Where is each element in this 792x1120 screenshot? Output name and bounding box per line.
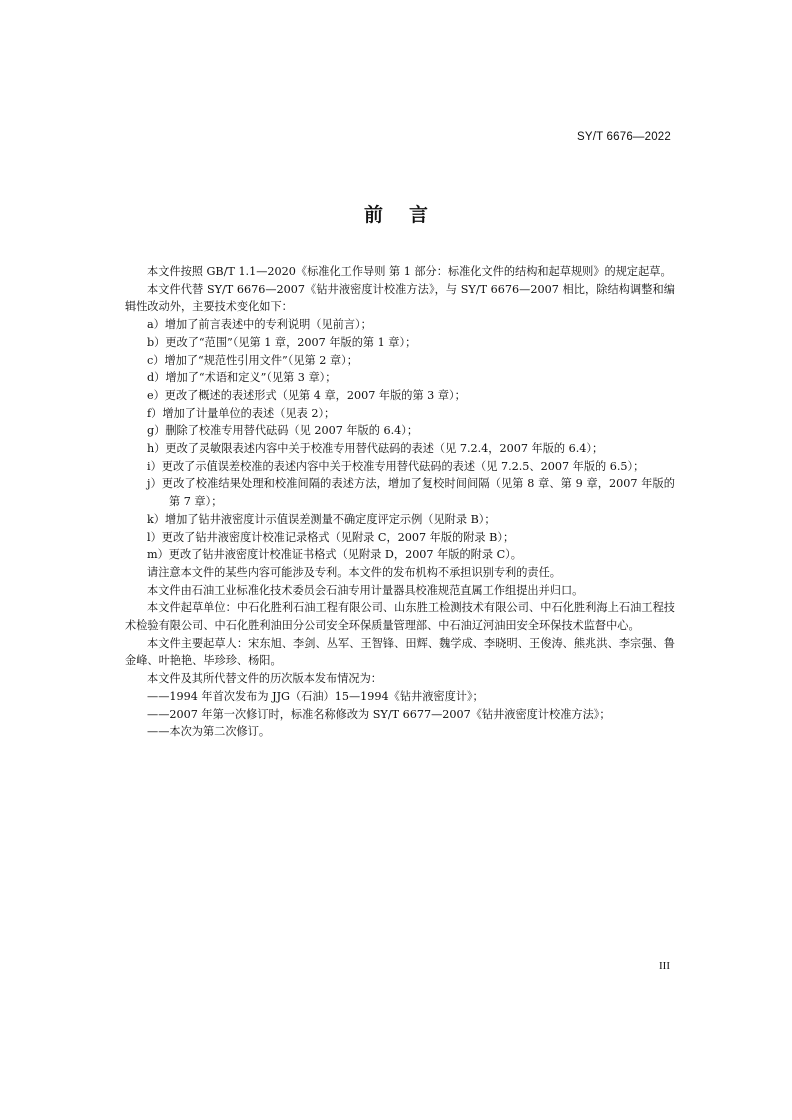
change-item-i: i）更改了示值误差校准的表述内容中关于校准专用替代砝码的表述（见 7.2.5、2007 年版的 6.5）； (147, 459, 645, 473)
change-item-f: f）增加了计量单位的表述（见表 2）； (147, 406, 336, 420)
history-item-current: ——本次为第二次修订。 (147, 725, 271, 739)
proposer-paragraph: 本文件由石油工业标准化技术委员会石油专用计量器具校准规范直属工作组提出并归口。 (147, 583, 584, 597)
page-title: 前言 (363, 204, 454, 226)
change-item-h: h）更改了灵敏限表述内容中关于校准专用替代砝码的表述（见 7.2.4，2007 年版的 6.4）； (147, 442, 604, 456)
change-item-g: g）删除了校准专用替代砝码（见 2007 年版的 6.4）； (147, 424, 419, 438)
change-item-m: m）更改了钻井液密度计校准证书格式（见附录 D，2007 年版的附录 C）。 (147, 548, 522, 562)
intro-paragraph-1: 本文件按照 GB/T 1.1—2020《标准化工作导则 第 1 部分：标准化文件的结构和起草规则》的规定起草。 (147, 265, 672, 278)
change-item-l: l）更改了钻井液密度计校准记录格式（见附录 C，2007 年版的附录 B）； (147, 530, 515, 544)
change-item-c: c）增加了“规范性引用文件”（见第 2 章）； (147, 353, 358, 367)
drafters-paragraph: 本文件主要起草人：宋东旭、李剑、丛军、王智锋、田辉、魏学成、李晓明、王俊涛、熊兆洪、李宗强、鲁金峰、叶艳艳、毕珍珍、杨阳。 (125, 636, 675, 668)
change-item-d: d）增加了“术语和定义”（见第 3 章）； (147, 371, 337, 385)
change-item-b: b）更改了“范围”（见第 1 章，2007 年版的第 1 章）； (147, 335, 417, 349)
change-item-a: a）增加了前言表述中的专利说明（见前言）； (147, 318, 372, 332)
history-item-1994: ——1994 年首次发布为 JJG（石油）15—1994《钻井液密度计》； (147, 689, 484, 703)
change-item-e: e）更改了概述的表述形式（见第 4 章，2007 年版的第 3 章）； (147, 388, 466, 402)
change-item-j: j）更改了校准结果处理和校准间隔的表述方法，增加了复校时间间隔（见第 8 章、第 9 章，2007 年版的第 7 章）； (147, 477, 675, 509)
foreword-body (125, 263, 675, 741)
intro-paragraph-2: 本文件代替 SY/T 6676—2007《钻井液密度计校准方法》，与 SY/T 6676—2007 相比，除结构调整和编辑性改动外，主要技术变化如下： (125, 282, 675, 314)
drafting-units-paragraph: 本文件起草单位：中石化胜利石油工程有限公司、山东胜工检测技术有限公司、中石化胜利海上石油工程技术检验有限公司、中石化胜利油田分公司安全环保质量管理部、中石油辽河油田安全环保技术监督中心。 (125, 601, 675, 633)
change-item-k: k）增加了钻井液密度计示值误差测量不确定度评定示例（见附录 B）； (147, 512, 496, 526)
page-number: III (659, 960, 670, 972)
history-item-2007: ——2007 年第一次修订时，标准名称修改为 SY/T 6677—2007《钻井液密度计校准方法》； (147, 707, 611, 721)
patent-notice: 请注意本文件的某些内容可能涉及专利。本文件的发布机构不承担识别专利的责任。 (147, 565, 561, 579)
standard-number: SY/T 6676—2022 (576, 131, 671, 143)
history-intro: 本文件及其所代替文件的历次版本发布情况为： (147, 672, 382, 686)
